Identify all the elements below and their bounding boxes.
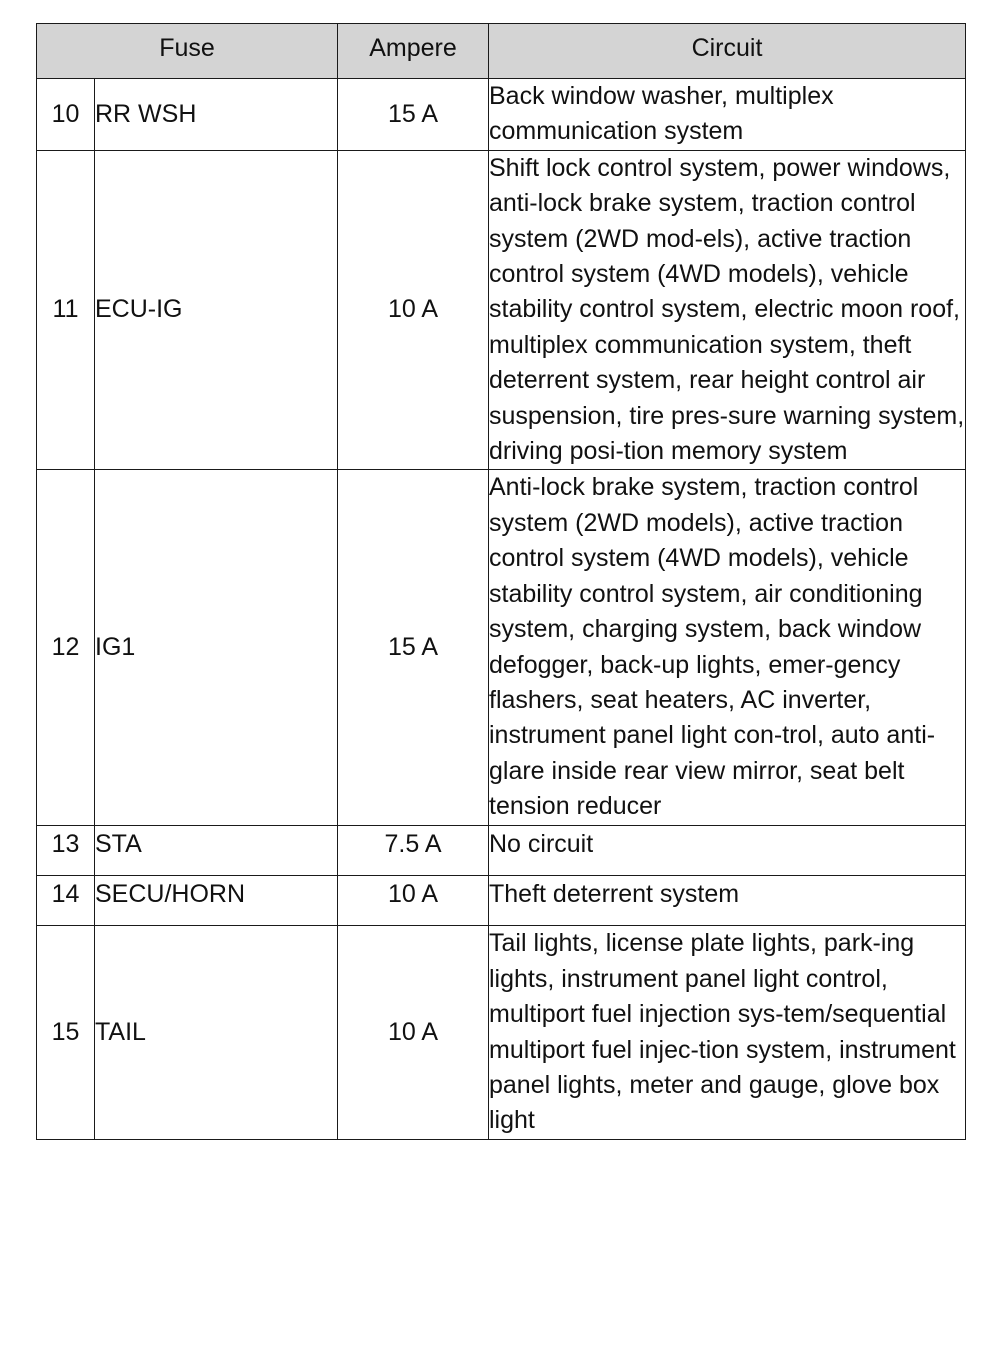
fuse-name: STA bbox=[95, 825, 338, 875]
fuse-ampere: 15 A bbox=[338, 470, 489, 825]
table-row bbox=[37, 150, 966, 470]
fuse-number: 11 bbox=[37, 150, 95, 470]
fuse-number: 12 bbox=[37, 470, 95, 825]
fuse-circuit: Anti-lock brake system, traction control system (2WD models), active traction control system (4WD models), vehicle stability control system, air conditioning system, charging system, back window defogger, back-up lights, emer-gency flashers, seat heaters, AC inverter, instrument panel light con-trol, auto anti-glare inside rear view mirror, seat belt tension reducer bbox=[489, 470, 966, 825]
fuse-name: IG1 bbox=[95, 470, 338, 825]
fuse-ampere: 7.5 A bbox=[338, 825, 489, 875]
fuse-circuit: Back window washer, multiplex communication system bbox=[489, 79, 966, 151]
fuse-ampere: 10 A bbox=[338, 926, 489, 1139]
fuse-circuit: No circuit bbox=[489, 825, 966, 875]
fuse-number: 10 bbox=[37, 79, 95, 151]
fuse-ampere: 10 A bbox=[338, 875, 489, 925]
fuse-number: 14 bbox=[37, 875, 95, 925]
table-row bbox=[37, 926, 966, 1139]
table-row bbox=[37, 470, 966, 825]
fuse-ampere: 15 A bbox=[338, 79, 489, 151]
header-fuse: Fuse bbox=[37, 24, 338, 79]
fuse-name: SECU/HORN bbox=[95, 875, 338, 925]
fuse-table bbox=[36, 23, 966, 1140]
fuse-circuit: Tail lights, license plate lights, park-ing lights, instrument panel light control, multiport fuel injection sys-tem/sequential multiport fuel injec-tion system, instrument panel lights, meter and gauge, glove box light bbox=[489, 926, 966, 1139]
table-row bbox=[37, 79, 966, 151]
fuse-number: 13 bbox=[37, 825, 95, 875]
fuse-circuit: Shift lock control system, power windows, anti-lock brake system, traction control system (2WD mod-els), active traction control system (4WD models), vehicle stability control system, electric moon roof, multiplex communication system, theft deterrent system, rear height control air suspension, tire pres-sure warning system, driving posi-tion memory system bbox=[489, 150, 966, 470]
header-ampere: Ampere bbox=[338, 24, 489, 79]
fuse-name: TAIL bbox=[95, 926, 338, 1139]
table-row bbox=[37, 875, 966, 925]
fuse-name: ECU-IG bbox=[95, 150, 338, 470]
fuse-circuit: Theft deterrent system bbox=[489, 875, 966, 925]
header-circuit: Circuit bbox=[489, 24, 966, 79]
header-row bbox=[37, 24, 966, 79]
table-row bbox=[37, 825, 966, 875]
fuse-ampere: 10 A bbox=[338, 150, 489, 470]
fuse-name: RR WSH bbox=[95, 79, 338, 151]
fuse-number: 15 bbox=[37, 926, 95, 1139]
